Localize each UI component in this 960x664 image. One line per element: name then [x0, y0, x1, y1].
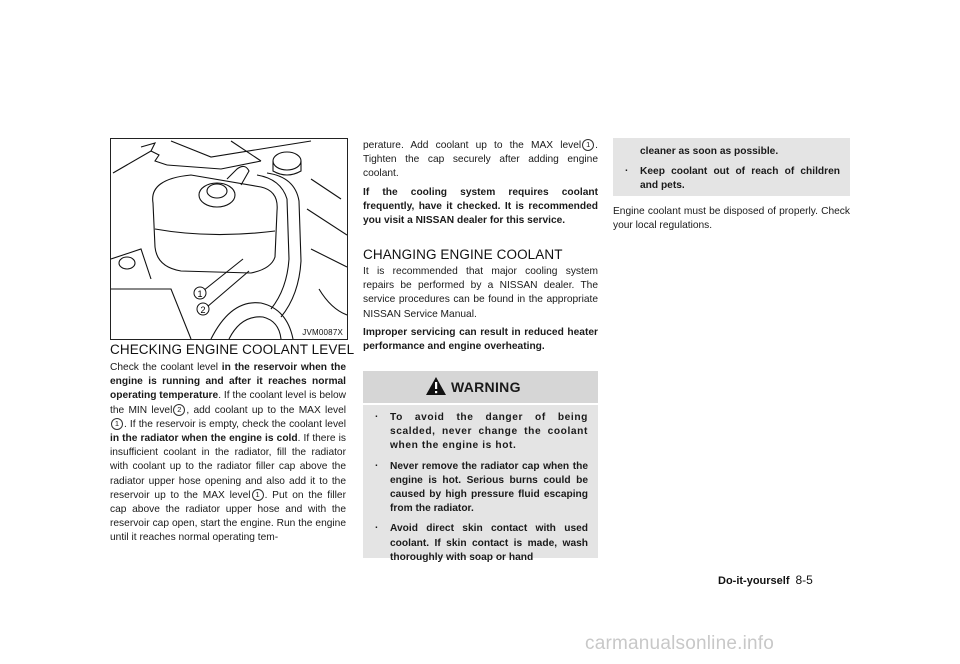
coolant-max-paragraph — [363, 139, 598, 182]
warning-item-continued: cleaner as soon as possible. — [640, 146, 779, 157]
emphasis: in the reservoir when the engine is running and after it reaches normal operating temperature — [110, 362, 346, 402]
improper-servicing-paragraph — [363, 326, 598, 354]
changing-coolant-text — [363, 265, 598, 358]
warning-title: WARNING — [451, 379, 521, 395]
callout-marker: 1 — [111, 418, 123, 430]
text: . Tighten the cap securely after adding engine coolant. — [363, 140, 598, 180]
repairs-paragraph: It is recommended that major cooling system repairs be performed by a NISSAN dealer. The service procedures can be found in the appropriate NISSAN Service Manual. — [363, 266, 598, 320]
checking-coolant-paragraph — [110, 361, 346, 550]
cooling-system-check-paragraph — [363, 186, 598, 229]
figure-caption: JVM0087X — [302, 328, 343, 337]
warning-body — [363, 405, 598, 563]
text: . If the coolant level is below the MIN level — [110, 390, 347, 416]
text: . If there is insufficient coolant in the radiator, fill the radiator with coolant up to the radiator filler cap above the radiator upper hose opening and also add it to the reservoir up to the MAX level — [110, 433, 346, 501]
engine-coolant-reservoir-illustration — [110, 138, 348, 340]
warning-continued — [613, 138, 850, 196]
callout-2-label: 2 — [200, 305, 206, 315]
section-heading-checking-coolant: CHECKING ENGINE COOLANT LEVEL — [110, 342, 355, 357]
emphasis: in the radiator when the engine is cold — [110, 433, 298, 445]
callout-marker: 2 — [173, 404, 185, 416]
text: , add coolant up to the MAX level — [186, 404, 347, 416]
page-number: 8-5 — [795, 573, 813, 587]
callout-marker: 1 — [252, 489, 264, 501]
text: perature. Add coolant up to the MAX level — [363, 140, 582, 151]
disposal-paragraph — [613, 205, 850, 237]
warning-triangle-icon — [425, 376, 447, 396]
text: . Put on the filler cap above the radiator upper hose and with the reservoir cap open, start the engine. Run the engine until it reaches normal operating tem- — [110, 489, 346, 544]
emphasis: If the cooling system requires coolant frequently, have it checked. It is recommended you visit a NISSAN dealer for this service. — [363, 186, 598, 227]
emphasis: Improper servicing can result in reduced heater performance and engine overheating. — [363, 326, 598, 353]
column-2-text — [363, 139, 598, 232]
warning-item: . Never remove the radiator cap when the engine is hot. Serious burns could be caused by high pressure fluid escaping from the radiator. — [366, 460, 588, 517]
section-heading-changing-coolant: CHANGING ENGINE COOLANT — [363, 247, 563, 262]
section-name: Do-it-yourself — [718, 575, 790, 587]
warning-item: . To avoid the danger of being scalded, never change the coolant when the engine is hot. — [366, 411, 588, 454]
watermark: carmanualsonline.info — [585, 633, 775, 654]
warning-item: . Avoid direct skin contact with used coolant. If skin contact is made, wash thoroughly with soap or hand — [366, 522, 588, 565]
warning-header — [363, 371, 598, 403]
text: . If the reservoir is empty, check the coolant level — [124, 418, 346, 430]
text: Check the coolant level — [110, 362, 222, 373]
warning-list-continued — [613, 138, 850, 194]
warning-list — [363, 405, 598, 565]
page-footer — [718, 573, 813, 587]
callout-1-label: 1 — [197, 289, 203, 299]
reservoir-line-drawing — [111, 139, 347, 339]
warning-item: . Keep coolant out of reach of children and pets. — [616, 165, 840, 193]
text: Engine coolant must be disposed of properly. Check your local regulations. — [613, 206, 850, 232]
callout-marker: 1 — [582, 139, 594, 151]
